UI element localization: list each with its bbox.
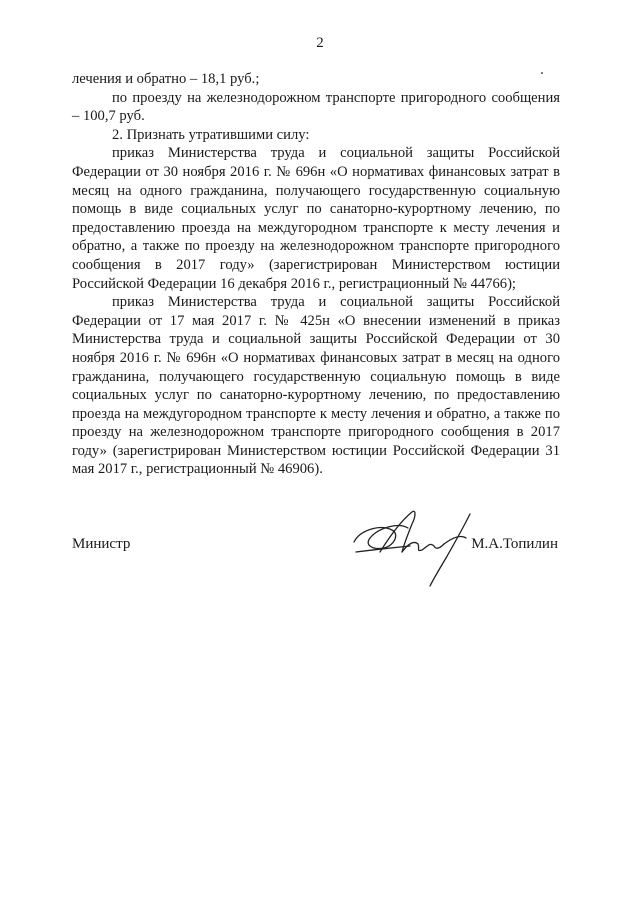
signer-title: Министр (72, 536, 131, 552)
paragraph-continuation: лечения и обратно – 18,1 руб.; (72, 71, 260, 87)
paragraph-clause-2: 2. Признать утратившими силу: (112, 126, 310, 143)
signer-name: М.А.Топилин (471, 536, 558, 552)
page-number: 2 (316, 35, 324, 51)
paragraph-rail-fare: по проезду на железнодорожном транспорте пригородного сообщения – 100,7 руб. (72, 89, 560, 125)
paragraph-order-425n: приказ Министерства труда и социальной защиты Российской Федерации от 17 мая 2017 г. № 425н «О внесении изменений в приказ Министерства труда и социальной защиты Российской Федерации от 30 ноября 2016 г. № 696н «О нормативах финансовых затрат в месяц на одного гражданина, получающего государственную социальную помощь в виде социальных услуг по санаторно-курортному лечению, по предоставлению проезда на междугородном транспорте к месту лечения и обратно, а также по проезду на железнодорожном транспорте пригородного сообщения в 2017 году» (зарегистрирован Министерством юстиции Российской Федерации 31 мая 2017 г., регистрационный № 46906). (72, 294, 560, 478)
handwritten-signature (350, 500, 495, 590)
document-body (72, 70, 560, 479)
paragraph-order-696n: приказ Министерства труда и социальной защиты Российской Федерации от 30 ноября 2016 г. № 696н «О нормативах финансовых затрат в месяц на одного гражданина, получающего государственную социальную помощь в виде социальных услуг по санаторно-курортному лечению, по предоставлению проезда на междугородном транспорте к месту лечения и обратно, а также по проезду на железнодорожном транспорте пригородного сообщения в 2017 году» (зарегистрирован Министерством юстиции Российской Федерации 16 декабря 2016 г., регистрационный № 44766); (72, 145, 560, 292)
